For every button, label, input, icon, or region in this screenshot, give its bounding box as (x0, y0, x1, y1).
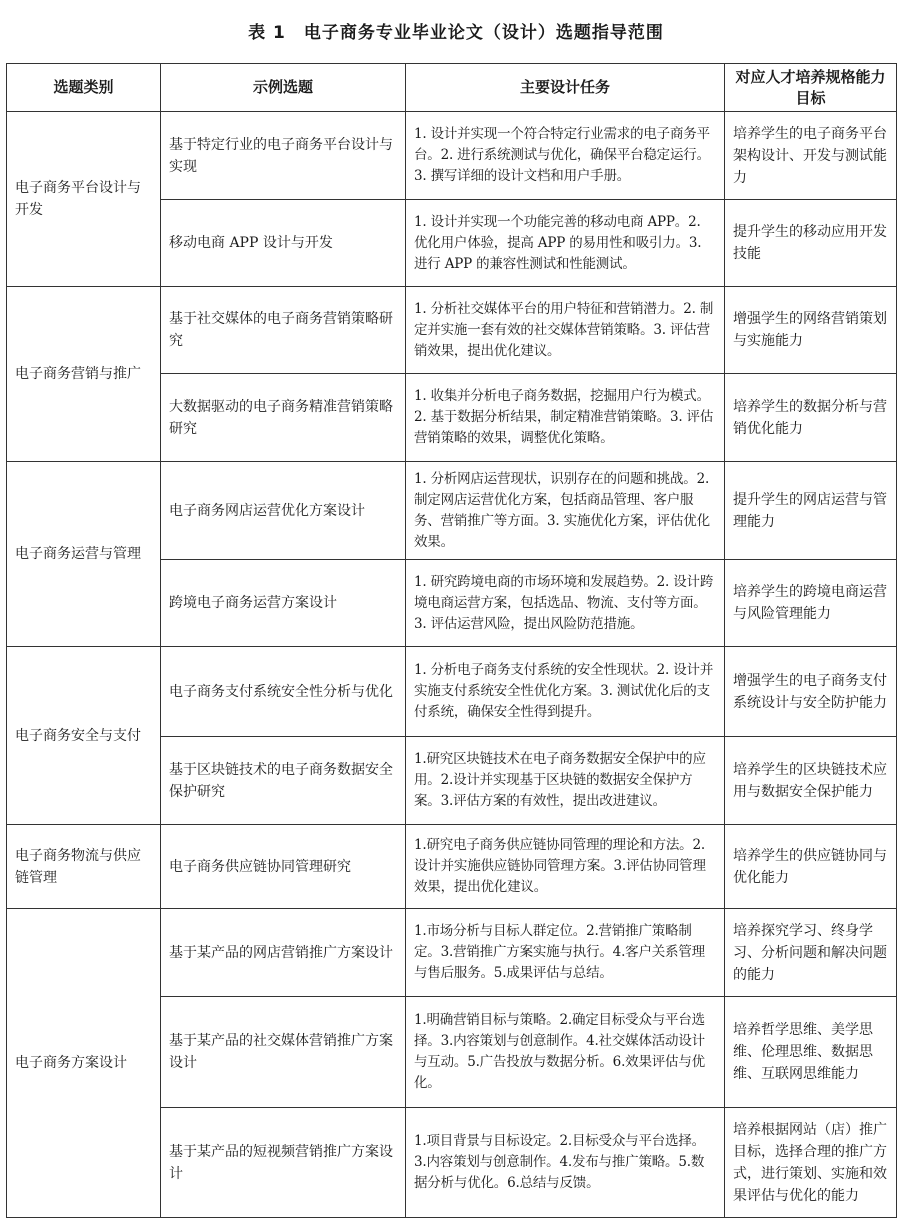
goal-cell: 增强学生的网络营销策划与实施能力 (725, 287, 897, 374)
topic-cell: 基于社交媒体的电子商务营销策略研究 (161, 287, 406, 374)
topic-cell: 电子商务供应链协同管理研究 (161, 825, 406, 909)
header-topic: 示例选题 (161, 64, 406, 112)
goal-cell: 培养根据网站（店）推广目标，选择合理的推广方式，进行策划、实施和效果评估与优化的能力 (725, 1108, 897, 1218)
category-cell: 电子商务物流与供应链管理 (7, 825, 161, 909)
table-row (7, 647, 897, 737)
category-cell: 电子商务运营与管理 (7, 462, 161, 647)
task-cell: 1. 分析电子商务支付系统的安全性现状。2. 设计并实施支付系统安全性优化方案。3. 测试优化后的支付系统，确保安全性得到提升。 (406, 647, 725, 737)
task-cell: 1. 设计并实现一个符合特定行业需求的电子商务平台。2. 进行系统测试与优化，确保平台稳定运行。3. 撰写详细的设计文档和用户手册。 (406, 112, 725, 200)
task-cell: 1.项目背景与目标设定。2.目标受众与平台选择。3.内容策划与创意制作。4.发布与推广策略。5.数据分析与优化。6.总结与反馈。 (406, 1108, 725, 1218)
category-cell: 电子商务营销与推广 (7, 287, 161, 462)
topic-cell: 电子商务支付系统安全性分析与优化 (161, 647, 406, 737)
table-row (7, 112, 897, 200)
goal-cell: 提升学生的移动应用开发技能 (725, 200, 897, 287)
topic-cell: 基于某产品的社交媒体营销推广方案设计 (161, 997, 406, 1108)
goal-cell: 培养哲学思维、美学思维、伦理思维、数据思维、互联网思维能力 (725, 997, 897, 1108)
goal-cell: 增强学生的电子商务支付系统设计与安全防护能力 (725, 647, 897, 737)
goal-cell: 培养探究学习、终身学习、分析问题和解决问题的能力 (725, 909, 897, 997)
task-cell: 1.研究区块链技术在电子商务数据安全保护中的应用。2.设计并实现基于区块链的数据安全保护方案。3.评估方案的有效性，提出改进建议。 (406, 737, 725, 825)
task-cell: 1. 分析网店运营现状，识别存在的问题和挑战。2. 制定网店运营优化方案，包括商品管理、客户服务、营销推广等方面。3. 实施优化方案，评估优化效果。 (406, 462, 725, 560)
topic-cell: 基于某产品的短视频营销推广方案设计 (161, 1108, 406, 1218)
goal-cell: 培养学生的供应链协同与优化能力 (725, 825, 897, 909)
table-title: 表 1 电子商务专业毕业论文（设计）选题指导范围 (248, 23, 664, 43)
header-category: 选题类别 (7, 64, 161, 112)
goal-cell: 培养学生的跨境电商运营与风险管理能力 (725, 560, 897, 647)
topic-cell: 基于特定行业的电子商务平台设计与实现 (161, 112, 406, 200)
topic-cell: 电子商务网店运营优化方案设计 (161, 462, 406, 560)
goal-cell: 培养学生的区块链技术应用与数据安全保护能力 (725, 737, 897, 825)
topic-cell: 基于区块链技术的电子商务数据安全保护研究 (161, 737, 406, 825)
topic-cell: 大数据驱动的电子商务精准营销策略研究 (161, 374, 406, 462)
table-row (7, 462, 897, 560)
goal-cell: 培养学生的电子商务平台架构设计、开发与测试能力 (725, 112, 897, 200)
topic-cell: 基于某产品的网店营销推广方案设计 (161, 909, 406, 997)
category-cell: 电子商务方案设计 (7, 909, 161, 1218)
header-goal: 对应人才培养规格能力目标 (725, 64, 897, 112)
goal-cell: 培养学生的数据分析与营销优化能力 (725, 374, 897, 462)
task-cell: 1.研究电子商务供应链协同管理的理论和方法。2.设计并实施供应链协同管理方案。3.评估协同管理效果，提出优化建议。 (406, 825, 725, 909)
task-cell: 1. 设计并实现一个功能完善的移动电商 APP。2. 优化用户体验，提高 APP 的易用性和吸引力。3. 进行 APP 的兼容性测试和性能测试。 (406, 200, 725, 287)
task-cell: 1. 分析社交媒体平台的用户特征和营销潜力。2. 制定并实施一套有效的社交媒体营销策略。3. 评估营销效果，提出优化建议。 (406, 287, 725, 374)
table-row (7, 825, 897, 909)
category-cell: 电子商务平台设计与开发 (7, 112, 161, 287)
table-row (7, 909, 897, 997)
header-task: 主要设计任务 (406, 64, 725, 112)
task-cell: 1. 研究跨境电商的市场环境和发展趋势。2. 设计跨境电商运营方案，包括选品、物流、支付等方面。3. 评估运营风险，提出风险防范措施。 (406, 560, 725, 647)
table-header-row (7, 64, 897, 112)
goal-cell: 提升学生的网店运营与管理能力 (725, 462, 897, 560)
task-cell: 1.明确营销目标与策略。2.确定目标受众与平台选择。3.内容策划与创意制作。4.社交媒体活动设计与互动。5.广告投放与数据分析。6.效果评估与优化。 (406, 997, 725, 1108)
table-row (7, 287, 897, 374)
category-cell: 电子商务安全与支付 (7, 647, 161, 825)
topic-cell: 跨境电子商务运营方案设计 (161, 560, 406, 647)
task-cell: 1.市场分析与目标人群定位。2.营销推广策略制定。3.营销推广方案实施与执行。4.客户关系管理与售后服务。5.成果评估与总结。 (406, 909, 725, 997)
topic-guide-table (6, 63, 897, 1218)
task-cell: 1. 收集并分析电子商务数据，挖掘用户行为模式。2. 基于数据分析结果，制定精准营销策略。3. 评估营销策略的效果，调整优化策略。 (406, 374, 725, 462)
topic-cell: 移动电商 APP 设计与开发 (161, 200, 406, 287)
